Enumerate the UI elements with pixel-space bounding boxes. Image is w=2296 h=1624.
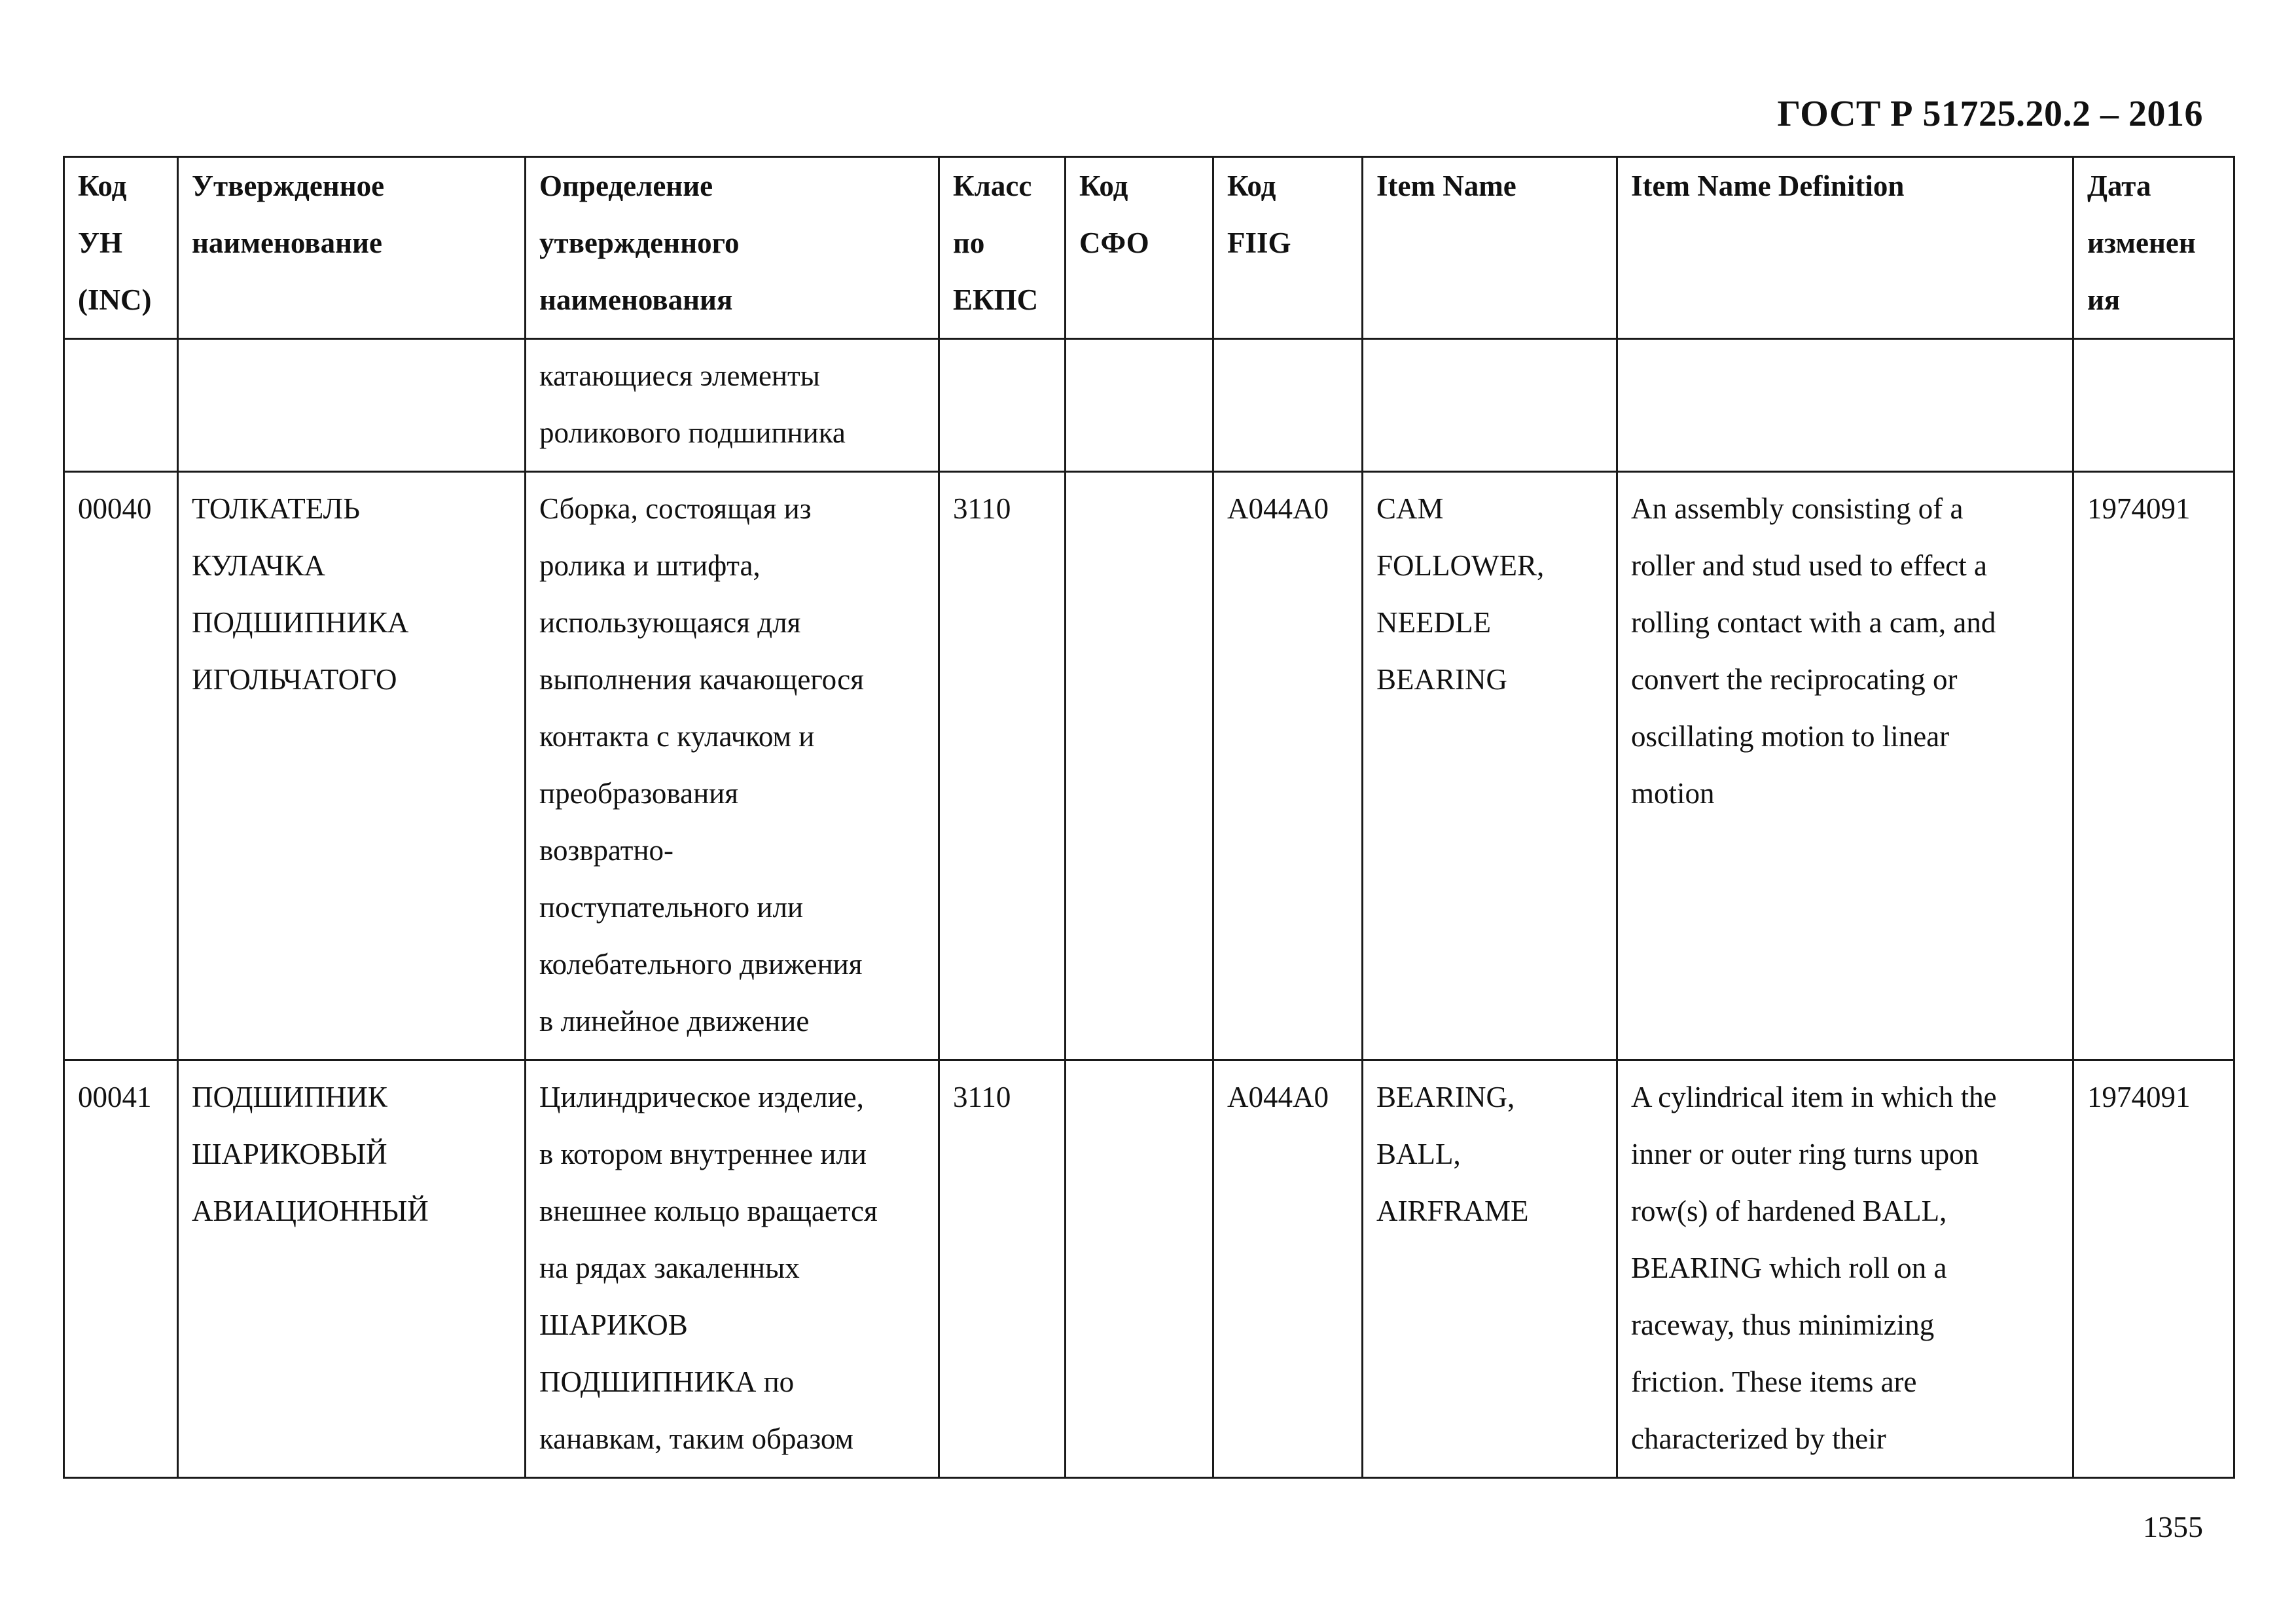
cell-item-name: BEARING, BALL, AIRFRAME [1363, 1060, 1617, 1478]
table-header-row [64, 157, 2234, 339]
cell-item-name: CAM FOLLOWER, NEEDLE BEARING [1363, 472, 1617, 1060]
cell-sfo-code [1066, 339, 1213, 472]
cell-fiig-code: A044A0 [1213, 472, 1363, 1060]
table-row [64, 1060, 2234, 1478]
header-inc-code: Код УН (INC) [64, 157, 178, 339]
cell-item-name-definition: A cylindrical item in which the inner or outer ring turns upon row(s) of hardened BALL, BEARING which roll on a raceway, thus minimizing friction. These items are characterized by their [1617, 1060, 2073, 1478]
cell-inc: 00040 [64, 472, 178, 1060]
header-ekps-class: Класс по ЕКПС [939, 157, 1066, 339]
cell-inc [64, 339, 178, 472]
header-sfo-code: Код СФО [1066, 157, 1213, 339]
cell-item-name-definition [1617, 339, 2073, 472]
cell-class-ekps [939, 339, 1066, 472]
table-row [64, 339, 2234, 472]
header-approved-name: Утвержденное наименование [178, 157, 526, 339]
cell-class-ekps: 3110 [939, 472, 1066, 1060]
document-standard-header: ГОСТ Р 51725.20.2 – 2016 [1777, 94, 2203, 134]
header-item-name: Item Name [1363, 157, 1617, 339]
cell-change-date: 1974091 [2073, 1060, 2234, 1478]
cell-definition: Цилиндрическое изделие, в котором внутреннее или внешнее кольцо вращается на рядах закаленных ШАРИКОВ ПОДШИПНИКА по канавкам, таким образом [526, 1060, 939, 1478]
cell-definition: катающиеся элементы роликового подшипника [526, 339, 939, 472]
cell-approved-name: ТОЛКАТЕЛЬ КУЛАЧКА ПОДШИПНИКА ИГОЛЬЧАТОГО [178, 472, 526, 1060]
cell-item-name [1363, 339, 1617, 472]
cell-fiig-code [1213, 339, 1363, 472]
cell-approved-name [178, 339, 526, 472]
header-approved-name-definition: Определение утвержденного наименования [526, 157, 939, 339]
table-row [64, 472, 2234, 1060]
inc-data-table [63, 156, 2235, 1479]
header-fiig-code: Код FIIG [1213, 157, 1363, 339]
cell-sfo-code [1066, 1060, 1213, 1478]
cell-sfo-code [1066, 472, 1213, 1060]
cell-class-ekps: 3110 [939, 1060, 1066, 1478]
cell-item-name-definition: An assembly consisting of a roller and stud used to effect a rolling contact with a cam, and convert the reciprocating or oscillating motion to linear motion [1617, 472, 2073, 1060]
cell-definition: Сборка, состоящая из ролика и штифта, использующаяся для выполнения качающегося контакта с кулачком и преобразования возвратно- поступательного или колебательного движения в линейное движение [526, 472, 939, 1060]
header-item-name-definition: Item Name Definition [1617, 157, 2073, 339]
header-change-date: Дата изменен ия [2073, 157, 2234, 339]
cell-change-date: 1974091 [2073, 472, 2234, 1060]
cell-fiig-code: A044A0 [1213, 1060, 1363, 1478]
cell-change-date [2073, 339, 2234, 472]
cell-approved-name: ПОДШИПНИК ШАРИКОВЫЙ АВИАЦИОННЫЙ [178, 1060, 526, 1478]
page-number: 1355 [2143, 1510, 2203, 1543]
cell-inc: 00041 [64, 1060, 178, 1478]
